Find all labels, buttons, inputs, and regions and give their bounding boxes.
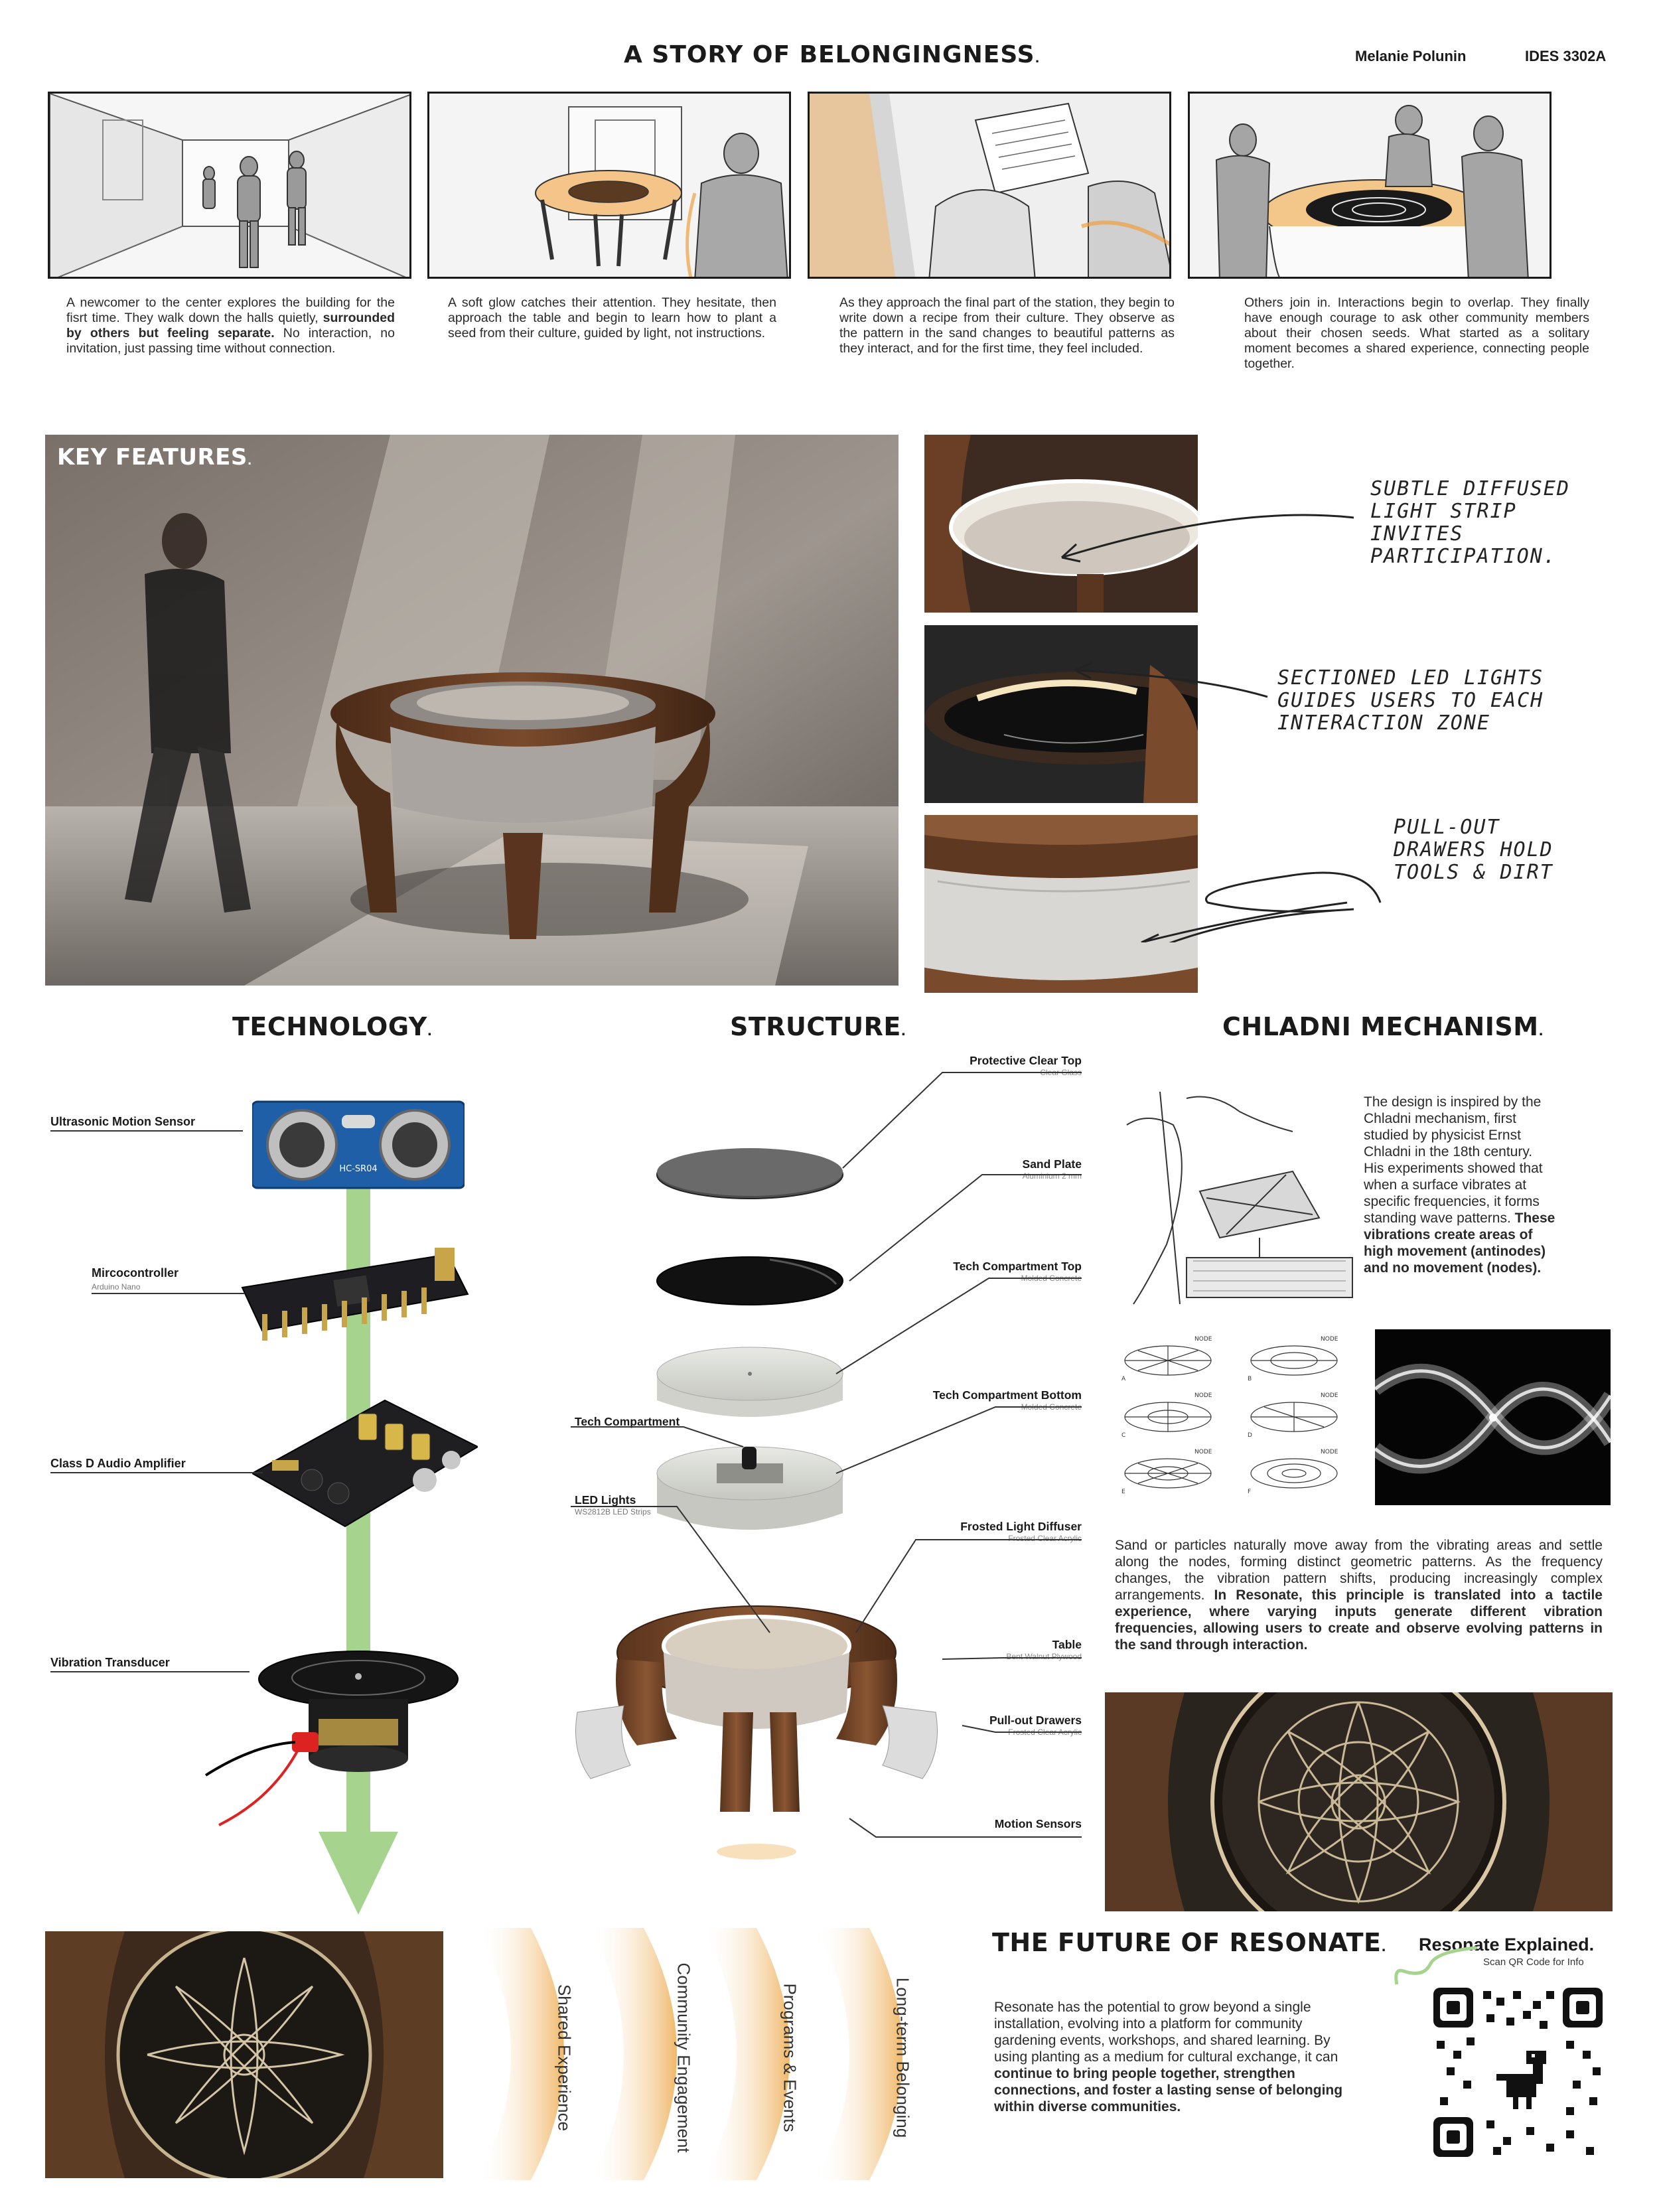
story-caption-3 [839,295,1175,356]
stage-long-term-belonging: Long-term Belonging [893,1977,913,2138]
future-sand-image [45,1931,443,2178]
structure-label-tech-bottom-title: Tech Compartment Bottom [932,1388,1082,1402]
writing-recipe-sketch-icon [810,94,1171,279]
story-panel-1 [48,92,411,279]
plate-letter-b: B [1248,1376,1252,1382]
future-title-text: THE FUTURE OF RESONATE [992,1928,1382,1957]
story-caption-1-a: A newcomer to the center explores the building for the fisrt time. They walk down the halls quietly, [66,295,395,325]
chladni-engraving-icon [1107,1085,1359,1311]
structure-label-motion-title: Motion Sensors [994,1817,1082,1830]
sand-pattern-image [1105,1692,1613,1911]
structure-title-dot: . [901,1024,906,1039]
hero-render-image [45,435,899,986]
structure-label-diffuser-title: Frosted Light Diffuser [960,1520,1082,1533]
structure-label-led-sub: WS2812B LED Strips [575,1507,651,1516]
amplifier-icon [252,1387,478,1533]
note-light-strip: SUBTLE DIFFUSED LIGHT STRIP INVITES PARTICIPATION. [1370,477,1570,568]
tech-leader-2 [92,1293,244,1294]
qr-subtitle: Scan QR Code for Info [1483,1956,1584,1968]
microcontroller-image [236,1248,474,1347]
ultrasonic-sensor-image [252,1095,465,1201]
key-features-title-text: KEY FEATURES [57,444,248,471]
page-title [624,41,1040,68]
table-render [330,672,715,939]
node-label-a: NODE [1194,1336,1212,1343]
sand-pattern-photo [1105,1692,1613,1911]
course-code: IDES 3302A [1525,48,1607,64]
technology-title [232,1012,432,1041]
note-led-lights: SECTIONED LED LIGHTS GUIDES USERS TO EACH INTERACTION ZONE [1277,666,1544,735]
transducer-icon [199,1633,465,1838]
stage-shared-experience: Shared Experience [554,1984,575,2132]
structure-label-glass-title: Protective Clear Top [970,1054,1082,1067]
structure-label-led-title: LED Lights [575,1493,636,1507]
story-caption-1 [66,295,395,356]
ultrasonic-sensor-icon [252,1095,465,1201]
story-caption-4-a: Others join in. Interactions begin to overlap. They finally have enough courage to ask other community members about their chosen seeds. What started as a solitary moment becomes a shared experience, connecting people together. [1244,295,1589,371]
qr-code[interactable] [1433,1988,1603,2157]
node-label-f: NODE [1321,1449,1338,1455]
structure-label-tech-compartment-title: Tech Compartment [575,1415,680,1428]
story-caption-1-b: surrounded by others but feeling separate. [66,311,395,340]
hallway-sketch-icon [50,94,411,279]
group-interaction-sketch-icon [1190,94,1551,279]
chladni-diagram [1115,1331,1360,1503]
chladni-title [1222,1012,1544,1041]
plate-letter-f: F [1248,1489,1252,1495]
chladni-title-dot: . [1538,1024,1544,1039]
qr-title: Resonate Explained. [1419,1935,1595,1954]
structure-title [730,1012,906,1041]
tech-label-amplifier: Class D Audio Amplifier [50,1457,186,1470]
node-label-c: NODE [1194,1392,1212,1399]
chladni-sand-wave-photo [1375,1329,1611,1505]
tech-label-ultrasonic: Ultrasonic Motion Sensor [50,1115,196,1128]
page-title-dot: . [1035,52,1041,66]
future-text-pre: Resonate has the potential to grow beyond a single installation, evolving into a platform for community gardening events, workshops, and shared learning. By using planting as a medium for cultural exchange, it can [994,2000,1338,2065]
structure-label-drawers-title: Pull-out Drawers [989,1714,1082,1727]
node-label-b: NODE [1321,1336,1338,1343]
chladni-title-text: CHLADNI MECHANISM [1222,1012,1539,1041]
chladni-plates-icon [1115,1331,1360,1503]
note-arrows [1035,478,1407,942]
story-panel-4 [1188,92,1551,279]
node-label-e: NODE [1194,1449,1212,1455]
plate-letter-e: E [1121,1489,1125,1495]
structure-label-drawers-sub: Frosted Clear Acrylic [1008,1728,1082,1737]
structure-label-tech-bottom-sub: Molded Concrete [1021,1402,1082,1412]
note-drawers: PULL-OUT DRAWERS HOLD TOOLS & DIRT [1394,816,1553,884]
future-sand-photo [45,1931,443,2178]
sensor-model-text: HC-SR04 [339,1164,378,1174]
structure-label-tech-top-sub: Molded Concrete [1021,1274,1082,1283]
future-title-dot: . [1381,1940,1387,1954]
tech-label-microcontroller: Mircocontroller [92,1266,179,1280]
amplifier-image [252,1387,478,1533]
technology-title-text: TECHNOLOGY [232,1012,427,1041]
page-title-text: A STORY OF BELONGINGNESS [624,41,1035,68]
key-features-hero-photo [45,435,899,986]
structure-leaders [571,1049,1088,1845]
node-label-d: NODE [1321,1392,1338,1399]
tech-leader-1 [50,1130,243,1132]
microcontroller-icon [236,1248,474,1347]
structure-label-sand-sub: Aluminium 2 mm [1022,1171,1082,1181]
stage-community-engagement: Community Engagement [674,1962,694,2153]
tech-leader-4 [50,1671,250,1672]
author-name: Melanie Polunin [1355,48,1467,64]
qr-code-icon[interactable] [1433,1988,1603,2157]
glowing-table-sketch-icon [429,94,791,279]
tech-leader-3 [50,1472,263,1473]
structure-label-tech-top-title: Tech Compartment Top [953,1260,1082,1273]
story-caption-1-c: No interaction, no invitation, just passing time without connection. [66,326,395,356]
stage-programs-events: Programs & Events [780,1983,800,2132]
chladni-engraving-image [1107,1085,1359,1311]
transducer-image [199,1633,465,1838]
plate-letter-c: C [1121,1432,1126,1439]
plate-letter-a: A [1121,1376,1126,1382]
story-panel-3 [808,92,1171,279]
tech-label-transducer: Vibration Transducer [50,1656,170,1669]
chladni-intro-text [1364,1094,1556,1276]
key-features-title-dot: . [247,455,252,468]
technology-title-dot: . [427,1024,433,1039]
future-title [992,1928,1386,1957]
story-caption-3-a: As they approach the final part of the station, they begin to write down a recipe from their culture. They observe as the pattern in the sand changes to beautiful patterns as they interact, and for the first time, they feel included. [839,295,1175,356]
chladni-body-pre: Sand or particles naturally move away from the vibrating areas and settle along the nodes, forming distinct geometric patterns. As the frequency changes, the vibration pattern shifts, producing increasingly complex arrangements. [1115,1538,1603,1603]
plate-letter-d: D [1248,1432,1252,1439]
key-features-title [57,444,252,471]
future-text-bold: continue to bring people together, strengthen connections, and foster a lasting sense of belonging within diverse communities. [994,2066,1343,2114]
story-caption-2 [448,295,776,341]
tech-sub-microcontroller: Arduino Nano [92,1282,141,1291]
structure-label-table-sub: Bent Walnut Plywood [1006,1652,1082,1661]
sand-wave-image [1375,1329,1611,1505]
structure-title-text: STRUCTURE [730,1012,901,1041]
structure-label-diffuser-sub: Frosted Clear Acrylic [1008,1534,1082,1543]
chladni-intro-pre: The design is inspired by the Chladni mechanism, first studied by physicist Ernst Chladni in the 18th century. His experiments showed that when a surface vibrates at specific frequencies, it forms standing wave patterns. [1364,1094,1543,1226]
structure-label-sand-title: Sand Plate [1022,1157,1082,1171]
qr-pointer-squiggle [1390,1945,1483,1991]
structure-label-table-title: Table [1052,1638,1082,1651]
chladni-intro-bold: These vibrations create areas of high movement (antinodes) and no movement (nodes). [1364,1211,1555,1276]
structure-label-glass-sub: Clear Glass [1040,1068,1082,1077]
chladni-body-text [1115,1537,1603,1653]
story-caption-2-a: A soft glow catches their attention. They hesitate, then approach the table and begin to learn how to plant a seed from their culture, guided by light, not instructions. [448,295,776,340]
future-text [994,1999,1356,2115]
story-caption-4 [1244,295,1589,372]
story-panel-2 [427,92,791,279]
chladni-body-bold: In Resonate, this principle is translated into a tactile experience, where varying inputs generate different vibration frequencies, allowing users to create and observe evolving patterns in the sand through interaction. [1115,1587,1603,1653]
